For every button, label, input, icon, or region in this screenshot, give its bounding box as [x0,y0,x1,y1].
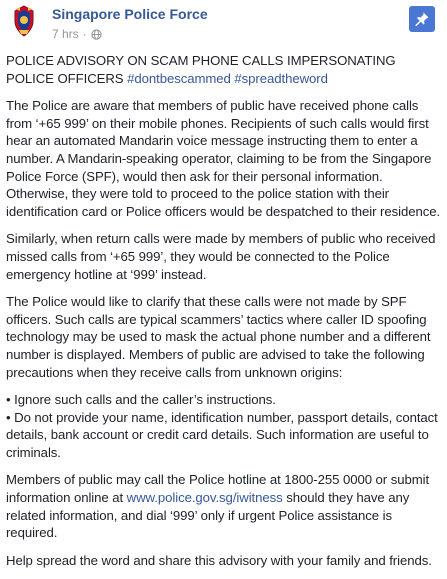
paragraph-4-start: Members of public may call the Police hotline at 1800-255 0000 or submit information online at [6,472,430,506]
police-crest-icon[interactable] [6,3,42,39]
paragraph-4-end: should they have any related information, and dial ‘999’ only if urgent Police assistance is required. [6,490,410,541]
post-title-paragraph [6,52,443,87]
page-name-link[interactable]: Singapore Police Force [52,6,208,22]
paragraph-2: Similarly, when return calls were made by members of public who received missed calls from ‘+65 999’, they would be connected to the Police emergency hotline at ‘999’ instead. [6,231,436,282]
paragraph-3: The Police would like to clarify that these calls were not made by SPF officers. Such calls are typical scammers’ tactics where caller ID spoofing technology may be used to mask the actual phone number and a different number is displayed. Members of public are advised to take the following precautions when they receive calls from unknown origins: [6,294,431,380]
post-header [6,3,441,43]
post-meta [52,27,102,41]
iwitness-link[interactable]: www.police.gov.sg/iwitness [126,490,283,506]
post-body [6,52,443,579]
post-title: POLICE ADVISORY ON SCAM PHONE CALLS IMPERSONATING POLICE OFFICERS [6,53,396,86]
bullet-item-1: • Ignore such calls and the caller’s instructions. [6,392,276,408]
paragraph-1: The Police are aware that members of public have received phone calls from ‘+65 999’ on their mobile phones. Recipients of such calls would first hear an automated Mandarin voice message instructing them to enter a number. A Mandarin-speaking operator, claiming to be from the Singapore Police Force (SPF), would then ask for their personal information. Otherwise, they were told to proceed to the police station with their identification card or Police officers would be despatched to their residence. [6,98,441,219]
post-timestamp[interactable]: 7 hrs [52,27,79,41]
bullet-list [6,391,443,461]
globe-icon[interactable] [91,29,102,40]
bullet-item-2: • Do not provide your name, identification number, passport details, contact details, bank account or credit card details. Such information are useful to criminals. [6,409,438,460]
hashtag-dontbescammed[interactable]: #dontbescammed [127,70,231,86]
pin-button[interactable] [409,6,435,32]
pin-icon [414,11,430,27]
hashtag-spreadtheword[interactable]: #spreadtheword [234,70,328,86]
paragraph-5: Help spread the word and share this advisory with your family and friends. [6,552,432,568]
paragraph-4 [6,471,443,541]
meta-separator: · [82,27,87,41]
